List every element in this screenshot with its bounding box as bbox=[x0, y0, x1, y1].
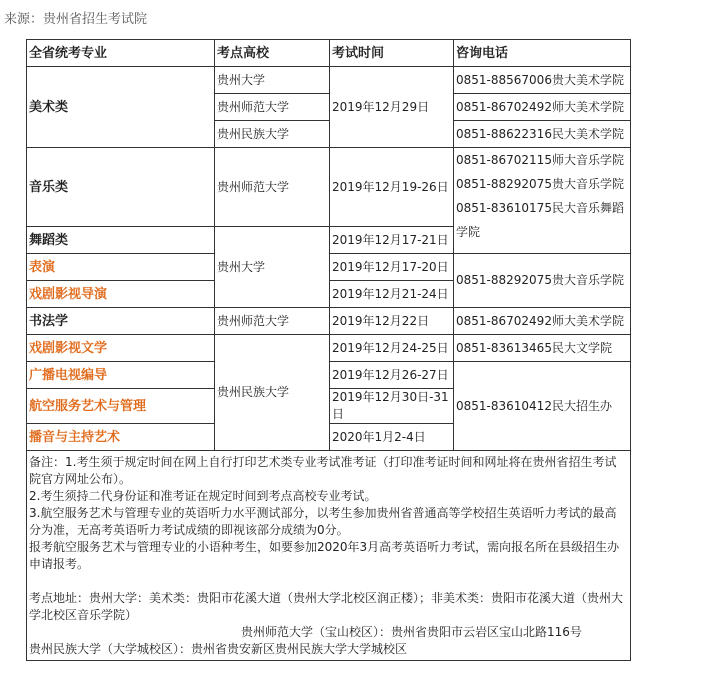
note-2: 2.考生须持二代身份证和准考证在规定时间到考点高校专业考试。 bbox=[29, 489, 377, 503]
time-cell: 2019年12月17-21日 bbox=[330, 227, 454, 254]
time-cell: 2019年12月19-26日 bbox=[330, 148, 454, 227]
header-phone: 咨询电话 bbox=[454, 40, 631, 67]
table-header-row bbox=[27, 40, 631, 67]
exam-schedule-table bbox=[26, 39, 631, 661]
school-cell: 贵州大学 bbox=[215, 67, 330, 94]
major-cell: 音乐类 bbox=[27, 148, 215, 227]
notes-row bbox=[27, 451, 631, 661]
phone-cell: 0851-83610412民大招生办 bbox=[454, 362, 631, 451]
school-cell: 贵州师范大学 bbox=[215, 94, 330, 121]
phone-cell: 0851-88567006贵大美术学院 bbox=[454, 67, 631, 94]
major-cell: 播音与主持艺术 bbox=[27, 424, 215, 451]
phone-line: 0851-83610175民大音乐舞蹈学院 bbox=[456, 201, 624, 239]
phone-line: 0851-88292075贵大音乐学院 bbox=[456, 177, 624, 191]
table-row bbox=[27, 67, 631, 94]
notes-cell bbox=[27, 451, 631, 661]
time-cell: 2019年12月24-25日 bbox=[330, 335, 454, 362]
major-cell: 舞蹈类 bbox=[27, 227, 215, 254]
table-row bbox=[27, 335, 631, 362]
phone-cell bbox=[454, 148, 631, 254]
table-row bbox=[27, 308, 631, 335]
school-cell: 贵州师范大学 bbox=[215, 308, 330, 335]
major-cell: 表演 bbox=[27, 254, 215, 281]
major-cell: 书法学 bbox=[27, 308, 215, 335]
header-time: 考试时间 bbox=[330, 40, 454, 67]
header-major: 全省统考专业 bbox=[27, 40, 215, 67]
time-cell: 2019年12月21-24日 bbox=[330, 281, 454, 308]
major-cell: 戏剧影视文学 bbox=[27, 335, 215, 362]
table-row bbox=[27, 148, 631, 227]
header-school: 考点高校 bbox=[215, 40, 330, 67]
time-cell: 2020年1月2-4日 bbox=[330, 424, 454, 451]
major-cell: 美术类 bbox=[27, 67, 215, 148]
phone-cell: 0851-83613465民大文学院 bbox=[454, 335, 631, 362]
time-cell: 2019年12月22日 bbox=[330, 308, 454, 335]
phone-line: 0851-86702115师大音乐学院 bbox=[456, 153, 624, 167]
address-normal-university: 贵州师范大学（宝山校区）：贵州省贵阳市云岩区宝山北路116号 bbox=[241, 625, 582, 639]
time-cell: 2019年12月29日 bbox=[330, 67, 454, 148]
source-label: 来源：贵州省招生考试院 bbox=[4, 12, 148, 27]
time-cell: 2019年12月30日-31日 bbox=[330, 389, 454, 424]
major-cell: 广播电视编导 bbox=[27, 362, 215, 389]
address-guizhou-university: 考点地址：贵州大学：美术类：贵阳市花溪大道（贵州大学北校区润正楼）；非美术类：贵阳市花溪大道（贵州大学北校区音乐学院） bbox=[29, 591, 624, 622]
school-cell: 贵州师范大学 bbox=[215, 148, 330, 227]
address-minzu-university: 贵州民族大学（大学城校区）：贵州省贵安新区贵州民族大学大学城校区 bbox=[29, 642, 408, 656]
note-3: 3.航空服务艺术与管理专业的英语听力水平测试部分，以考生参加贵州省普通高等学校招生英语听力考试的最高分为准，无高考英语听力考试成绩的即视该部分成绩为0分。 bbox=[29, 506, 617, 537]
school-cell: 贵州民族大学 bbox=[215, 335, 330, 451]
time-cell: 2019年12月26-27日 bbox=[330, 362, 454, 389]
note-1: 备注：1.考生须于规定时间在网上自行打印艺术类专业考试准考证（打印准考证时间和网址将在贵州省招生考试院官方网址公布）。 bbox=[29, 455, 617, 486]
phone-cell: 0851-88292075贵大音乐学院 bbox=[454, 254, 631, 308]
school-cell: 贵州民族大学 bbox=[215, 121, 330, 148]
time-cell: 2019年12月17-20日 bbox=[330, 254, 454, 281]
phone-cell: 0851-86702492师大美术学院 bbox=[454, 94, 631, 121]
note-4: 报考航空服务艺术与管理专业的小语种考生，如要参加2020年3月高考英语听力考试，需向报名所在县级招生办申请报考。 bbox=[29, 540, 620, 571]
major-cell: 戏剧影视导演 bbox=[27, 281, 215, 308]
phone-cell: 0851-86702492师大美术学院 bbox=[454, 308, 631, 335]
major-cell: 航空服务艺术与管理 bbox=[27, 389, 215, 424]
school-cell: 贵州大学 bbox=[215, 227, 330, 308]
spacer bbox=[29, 573, 626, 590]
phone-cell: 0851-88622316民大美术学院 bbox=[454, 121, 631, 148]
